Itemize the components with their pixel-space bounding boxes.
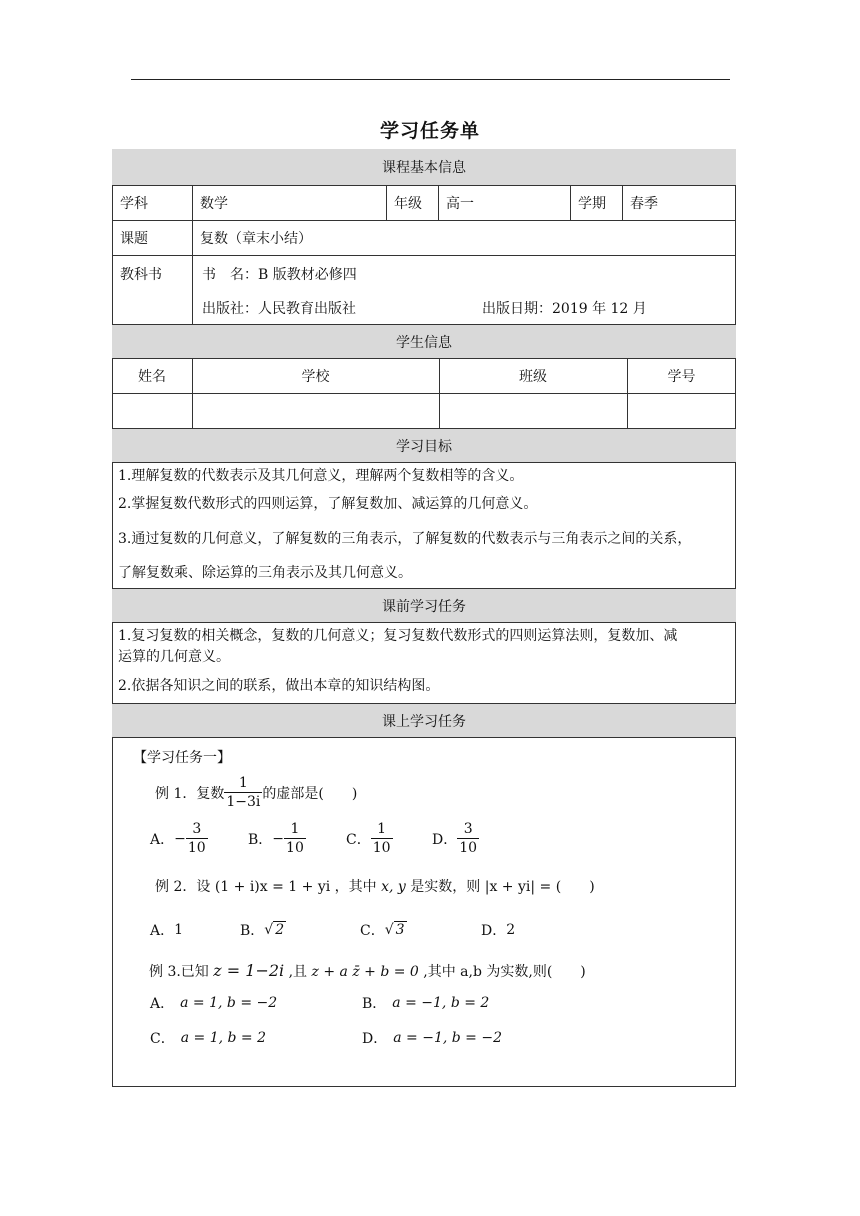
example-1-option [432, 820, 479, 857]
class-value[interactable] [439, 394, 627, 428]
option-letter: C． [346, 831, 371, 848]
example-1-suffix: 的虚部是( ) [262, 785, 358, 802]
fraction-denominator: 10 [187, 840, 206, 856]
example-3-suffix: ,其中 a,b 为实数,则( ) [423, 964, 586, 980]
section-title: 课前学习任务 [382, 598, 466, 615]
fraction-denominator: 1−3i [226, 794, 261, 810]
page-title: 学习任务单 [379, 120, 480, 142]
fraction-numerator: 1 [371, 820, 393, 839]
term-value: 春季 [630, 196, 658, 212]
example-3-equation: z + a z̄ + b = 0 [311, 964, 419, 980]
student-id-label: 学号 [667, 369, 696, 385]
topic-label: 课题 [120, 231, 148, 247]
option-value: 1 [174, 922, 184, 938]
fraction-numerator: 1 [224, 774, 262, 793]
pre-tasks-header [112, 588, 736, 622]
pre-tasks-body [112, 622, 736, 703]
example-3-option [362, 993, 489, 1013]
example-3-option [150, 1028, 266, 1048]
goal-item: 2.掌握复数代数形式的四则运算，了解复数加、减运算的几何意义。 [118, 496, 538, 512]
pre-task-item: 1.复习复数的相关概念，复数的几何意义；复习复数代数形式的四则运算法则，复数加、减 [118, 628, 678, 644]
example-2 [155, 876, 595, 896]
book-name: 书 名：B 版教材必修四 [202, 267, 357, 283]
option-letter: A． [150, 923, 175, 939]
example-1-option [150, 820, 208, 857]
sqrt-sign: √ [384, 922, 394, 938]
option-letter: D． [362, 1031, 388, 1047]
option-value: a = 1, b = 2 [180, 1030, 267, 1046]
example-2-option [150, 920, 183, 940]
option-letter: D． [432, 831, 458, 848]
option-value: a = −1, b = −2 [393, 1030, 502, 1046]
example-1 [155, 774, 357, 811]
textbook-label: 教科书 [120, 267, 162, 283]
student-info-header [112, 324, 736, 358]
example-2-abs: |x + yi| [484, 879, 536, 895]
school-value[interactable] [192, 394, 439, 428]
sqrt-radicand: 2 [275, 922, 285, 938]
grade-label: 年级 [394, 196, 422, 212]
option-letter: C． [150, 1031, 175, 1047]
section-title: 学习目标 [396, 438, 452, 455]
fraction-denominator: 10 [286, 840, 304, 856]
subject-label: 学科 [120, 196, 148, 212]
fraction-numerator: 1 [284, 820, 306, 839]
term-label: 学期 [578, 196, 606, 212]
name-value[interactable] [112, 394, 192, 428]
course-info-header [112, 149, 736, 185]
fraction-denominator: 10 [459, 840, 478, 856]
example-1-fraction [224, 774, 262, 811]
example-2-equation: (1 + i)x = 1 + yi [214, 879, 331, 895]
option-letter: B． [248, 831, 273, 848]
example-2-option [360, 920, 407, 940]
goals-header [112, 428, 736, 462]
option-sign: − [272, 830, 285, 847]
option-letter: B． [362, 996, 387, 1012]
example-2-prefix: 例 2．设 [155, 879, 211, 895]
option-letter: A． [150, 831, 175, 848]
option-value: a = 1, b = −2 [180, 995, 278, 1011]
example-3-mid: ,且 [288, 964, 308, 980]
section-title: 课上学习任务 [382, 713, 466, 730]
example-1-option [248, 820, 306, 857]
option-sign: − [174, 830, 186, 847]
class-label: 班级 [519, 369, 547, 385]
goal-item: 了解复数乘、除运算的三角表示及其几何意义。 [118, 565, 412, 581]
example-3-z: z = 1−2i [213, 961, 285, 980]
option-letter: C． [360, 923, 385, 939]
sqrt-radicand: 3 [395, 922, 405, 938]
goal-item: 3.通过复数的几何意义，了解复数的三角表示，了解复数的代数表示与三角表示之间的关系， [118, 531, 692, 547]
example-3-option [150, 993, 277, 1013]
option-letter: D． [481, 923, 507, 939]
option-fraction [186, 820, 208, 857]
fraction-numerator: 3 [186, 820, 208, 839]
pre-task-item: 运算的几何意义。 [118, 649, 230, 665]
grade-value: 高一 [446, 196, 474, 212]
topic-row [112, 220, 736, 255]
sqrt-sign: √ [264, 922, 274, 938]
example-2-mid: ，其中 [334, 879, 377, 895]
example-3-prefix: 例 3.已知 [149, 964, 209, 980]
example-1-prefix: 例 1．复数 [155, 785, 225, 802]
example-3-option [362, 1028, 502, 1048]
option-fraction [457, 820, 479, 857]
header-rule [131, 79, 730, 80]
name-label: 姓名 [138, 369, 166, 385]
option-sqrt [385, 922, 407, 938]
example-1-option [346, 820, 393, 857]
section-title: 学生信息 [396, 334, 452, 351]
option-value: a = −1, b = 2 [392, 995, 490, 1011]
example-2-vars: x, y [381, 879, 406, 895]
fraction-numerator: 3 [457, 820, 479, 839]
option-sqrt [264, 922, 286, 938]
student-id-value[interactable] [627, 394, 736, 428]
publisher: 出版社：人民教育出版社 [202, 301, 356, 317]
publish-date: 出版日期：2019 年 12 月 [482, 301, 647, 317]
subject-value: 数学 [200, 196, 228, 212]
example-2-suffix: = ( ) [539, 879, 595, 895]
option-fraction [284, 820, 306, 857]
student-labels-row [112, 358, 736, 393]
goals-body [112, 462, 736, 588]
task-one-title: 【学习任务一】 [133, 750, 231, 766]
option-letter: A． [150, 996, 175, 1012]
section-title: 课程基本信息 [382, 160, 466, 176]
option-letter: B． [240, 923, 265, 939]
option-value: 2 [506, 922, 516, 938]
topic-value: 复数（章末小结） [200, 231, 312, 247]
example-3 [149, 961, 586, 981]
example-2-mid2: 是实数，则 [410, 879, 481, 895]
option-fraction [371, 820, 393, 857]
example-2-option [481, 920, 515, 940]
subject-row [112, 185, 736, 220]
class-tasks-header [112, 703, 736, 737]
textbook-row [112, 255, 736, 324]
fraction-denominator: 10 [372, 840, 391, 856]
pre-task-item: 2.依据各知识之间的联系，做出本章的知识结构图。 [118, 678, 440, 694]
example-2-option [240, 920, 286, 940]
student-values-row [112, 393, 736, 428]
school-label: 学校 [301, 369, 330, 385]
goal-item: 1.理解复数的代数表示及其几何意义，理解两个复数相等的含义。 [118, 468, 524, 484]
